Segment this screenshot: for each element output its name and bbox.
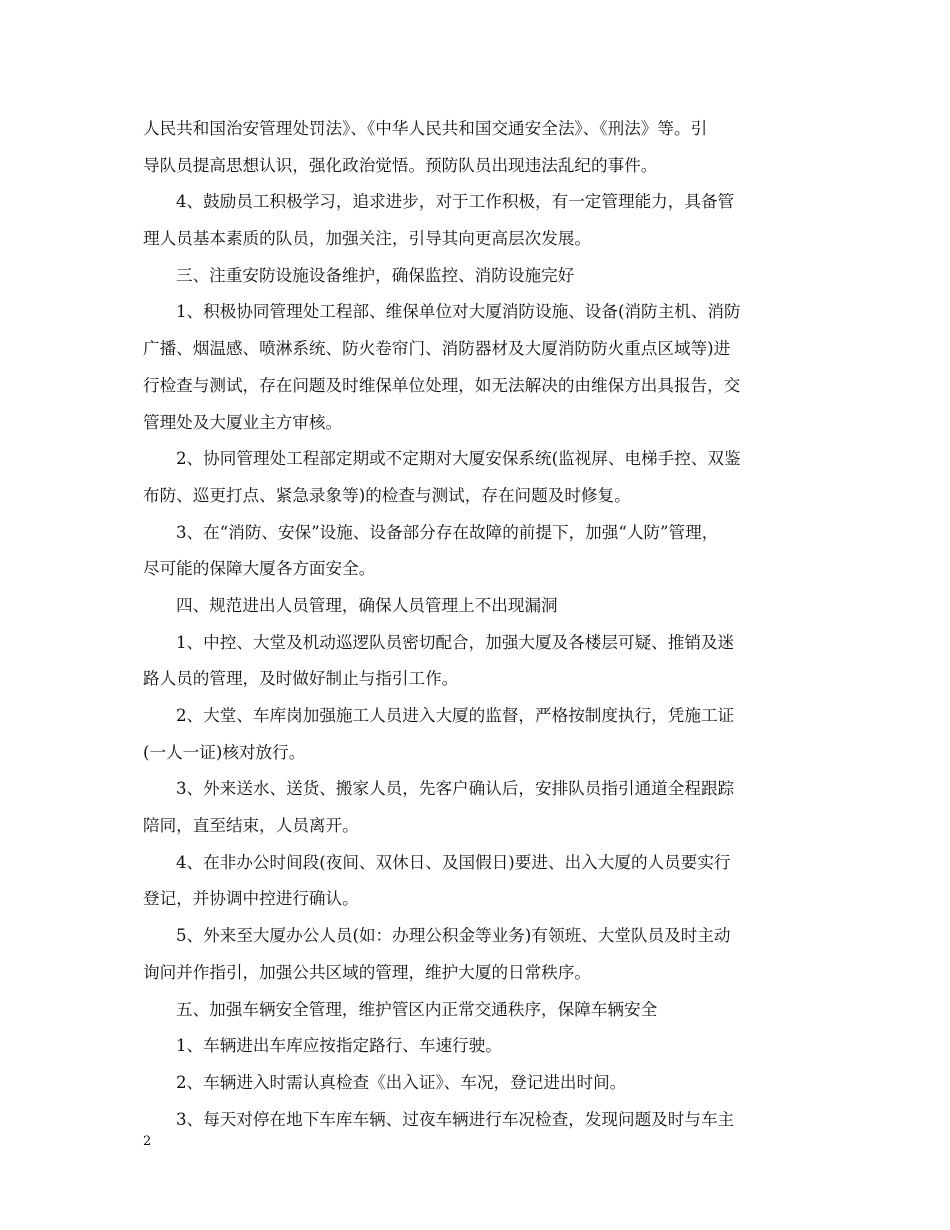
text-line-23: 5、外来至大厦办公人员(如：办理公积金等业务)有领班、大堂队员及时主动 xyxy=(176,926,731,946)
body-text xyxy=(143,111,813,1138)
text-line-10: 2、协同管理处工程部定期或不定期对大厦安保系统(监视屏、电梯手控、双鉴 xyxy=(176,449,741,469)
text-line-7: 广播、烟温感、喷淋系统、防火卷帘门、消防器材及大厦消防防火重点区域等)进 xyxy=(143,339,731,359)
text-line-24: 询问并作指引，加强公共区域的管理，维护大厦的日常秩序。 xyxy=(143,962,592,982)
page-number: 2 xyxy=(143,1134,152,1149)
text-line-22: 登记，并协调中控进行确认。 xyxy=(143,889,359,909)
text-line-1: 人民共和国治安管理处罚法》、《中华人民共和国交通安全法》、《刑法》等。引 xyxy=(143,119,708,138)
text-line-11: 布防、巡更打点、紧急录象等)的检查与测试，存在问题及时修复。 xyxy=(143,485,631,505)
text-line-15: 1、中控、大堂及机动巡逻队员密切配合，加强大厦及各楼层可疑、推销及迷 xyxy=(176,632,735,652)
text-line-13: 尽可能的保障大厦各方面安全。 xyxy=(143,559,376,579)
text-line-18: (一人一证)核对放行。 xyxy=(143,742,306,762)
text-line-19: 3、外来送水、送货、搬家人员，先客户确认后，安排队员指引通道全程跟踪 xyxy=(176,779,735,799)
text-line-16: 路人员的管理，及时做好制止与指引工作。 xyxy=(143,669,459,689)
section-heading-3: 三、注重安防设施设备维护，确保监控、消防设施完好 xyxy=(176,265,575,285)
text-line-21: 4、在非办公时间段(夜间、双休日、及国假日)要进、出入大厦的人员要实行 xyxy=(176,852,731,872)
text-line-4: 理人员基本素质的队员，加强关注，引导其向更高层次发展。 xyxy=(143,229,592,249)
text-line-27: 2、车辆进入时需认真检查《出入证》、车况，登记进出时间。 xyxy=(176,1072,627,1092)
text-line-9: 管理处及大厦业主方审核。 xyxy=(143,412,343,432)
text-line-12: 3、在“消防、安保”设施、设备部分存在故障的前提下，加强“人防”管理， xyxy=(176,522,719,542)
text-line-3: 4、鼓励员工积极学习，追求进步，对于工作积极，有一定管理能力，具备管 xyxy=(176,192,735,212)
text-line-26: 1、车辆进出车库应按指定路行、车速行驶。 xyxy=(176,1036,502,1056)
text-line-8: 行检查与测试，存在问题及时维保单位处理，如无法解决的由维保方出具报告，交 xyxy=(143,375,741,395)
section-heading-4: 四、规范进出人员管理，确保人员管理上不出现漏洞 xyxy=(176,595,558,615)
section-heading-5: 五、加强车辆安全管理，维护管区内正常交通秩序，保障车辆安全 xyxy=(176,999,658,1019)
text-line-2: 导队员提高思想认识，强化政治觉悟。预防队员出现违法乱纪的事件。 xyxy=(143,155,658,175)
text-line-17: 2、大堂、车库岗加强施工人员进入大厦的监督，严格按制度执行，凭施工证 xyxy=(176,706,735,725)
text-line-6: 1、积极协同管理处工程部、维保单位对大厦消防设施、设备(消防主机、消防 xyxy=(176,302,741,322)
text-line-20: 陪同，直至结束，人员离开。 xyxy=(143,816,359,836)
text-line-28: 3、每天对停在地下车库车辆、过夜车辆进行车况检查，发现问题及时与车主 xyxy=(176,1109,735,1129)
